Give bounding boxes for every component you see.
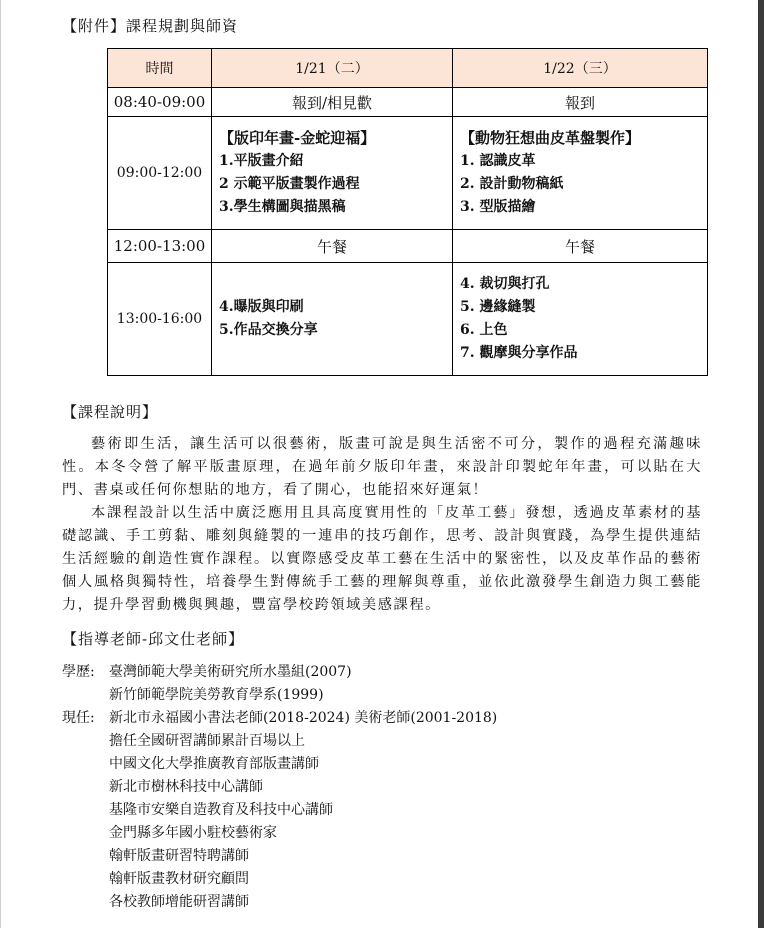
day1-cell <box>212 263 453 376</box>
activity-item: 5.作品交換分享 <box>219 322 318 338</box>
activity-heading: 【動物狂想曲皮革盤製作】 <box>460 129 641 147</box>
table-row <box>108 263 708 376</box>
activity-item: 3.學生構圖與描黑稿 <box>219 199 346 215</box>
day1-cell <box>212 117 453 230</box>
table-row <box>108 117 708 230</box>
course-paragraph-2: 本課程設計以生活中廣泛應用且具高度實用性的「皮革工藝」發想，透過皮革素材的基礎認識、手工剪黏、雕刻與縫製的一連串的技巧創作，思考、設計與實踐，為學生提供連結生活經驗的創造性實作課程。以實際感受皮革工藝在生活中的緊密性，以及皮革作品的藝術個人風格與獨特性，培養學生對傳統手工藝的理解與尊重，並依此激發學生創造力與工藝能力，提升學習動機與興趣，豐富學校跨領域美感課程。 <box>62 505 702 613</box>
teacher-info <box>62 661 702 914</box>
activity-item: 2. 設計動物稿紙 <box>460 176 564 192</box>
activity-item: 4. 裁切與打孔 <box>460 276 550 292</box>
day2-cell: 報到 <box>453 88 708 117</box>
time-cell: 09:00-12:00 <box>108 117 212 230</box>
header-day1: 1/21（二） <box>212 49 453 88</box>
current-label: 現任: <box>62 710 95 726</box>
activity-item: 1. 認識皮革 <box>460 153 536 169</box>
day2-cell <box>453 263 708 376</box>
table-row <box>108 230 708 263</box>
activity-heading: 【版印年畫-金蛇迎福】 <box>219 129 376 147</box>
day1-cell: 午餐 <box>212 230 453 263</box>
current-item: 新北市永福國小書法老師(2018-2024) 美術老師(2001-2018) <box>109 710 498 726</box>
teacher-title: 【指導老師-邱文仕老師】 <box>62 630 245 648</box>
activity-item: 1.平版畫介紹 <box>219 153 304 169</box>
schedule-table <box>107 48 708 376</box>
header-time: 時間 <box>108 49 212 88</box>
day2-cell <box>453 117 708 230</box>
education-item: 臺灣師範大學美術研究所水墨組(2007) <box>109 664 352 680</box>
current-item: 擔任全國研習講師累計百場以上 <box>109 733 305 749</box>
attachment-title: 【附件】課程規劃與師資 <box>62 17 239 35</box>
activity-item: 6. 上色 <box>460 322 508 338</box>
activity-item: 4.曝版與印刷 <box>219 299 304 315</box>
current-item: 新北市樹林科技中心講師 <box>109 779 263 795</box>
day1-cell: 報到/相見歡 <box>212 88 453 117</box>
time-cell: 12:00-13:00 <box>108 230 212 263</box>
current-item: 各校教師增能研習講師 <box>109 894 249 910</box>
page-left-edge <box>0 0 1 928</box>
header-day2: 1/22（三） <box>453 49 708 88</box>
table-row <box>108 88 708 117</box>
activity-item: 2 示範平版畫製作過程 <box>219 176 360 192</box>
current-item: 中國文化大學推廣教育部版畫講師 <box>109 756 319 772</box>
table-header-row <box>108 49 708 88</box>
day2-cell: 午餐 <box>453 230 708 263</box>
current-item: 金門縣多年國小駐校藝術家 <box>109 825 277 841</box>
window-right-edge <box>758 0 764 928</box>
current-item: 翰軒版畫研習特聘講師 <box>109 848 249 864</box>
activity-item: 5. 邊緣縫製 <box>460 299 536 315</box>
education-label: 學歷: <box>62 664 95 680</box>
time-cell: 08:40-09:00 <box>108 88 212 117</box>
course-paragraph-1: 藝術即生活，讓生活可以很藝術，版畫可說是與生活密不可分，製作的過程充滿趣味性。本冬令營了解平版畫原理，在過年前夕版印年畫，來設計印製蛇年年畫，可以貼在大門、書桌或任何你想貼的地方，看了開心，也能招來好運氣！ <box>62 436 702 498</box>
education-item: 新竹師範學院美勞教育學系(1999) <box>109 687 324 703</box>
time-cell: 13:00-16:00 <box>108 263 212 376</box>
current-item: 基隆市安樂自造教育及科技中心講師 <box>109 802 333 818</box>
activity-item: 3. 型版描繪 <box>460 199 536 215</box>
activity-item: 7. 觀摩與分享作品 <box>460 345 578 361</box>
course-desc-title: 【課程說明】 <box>62 403 159 421</box>
current-item: 翰軒版畫教材研究顧問 <box>109 871 249 887</box>
